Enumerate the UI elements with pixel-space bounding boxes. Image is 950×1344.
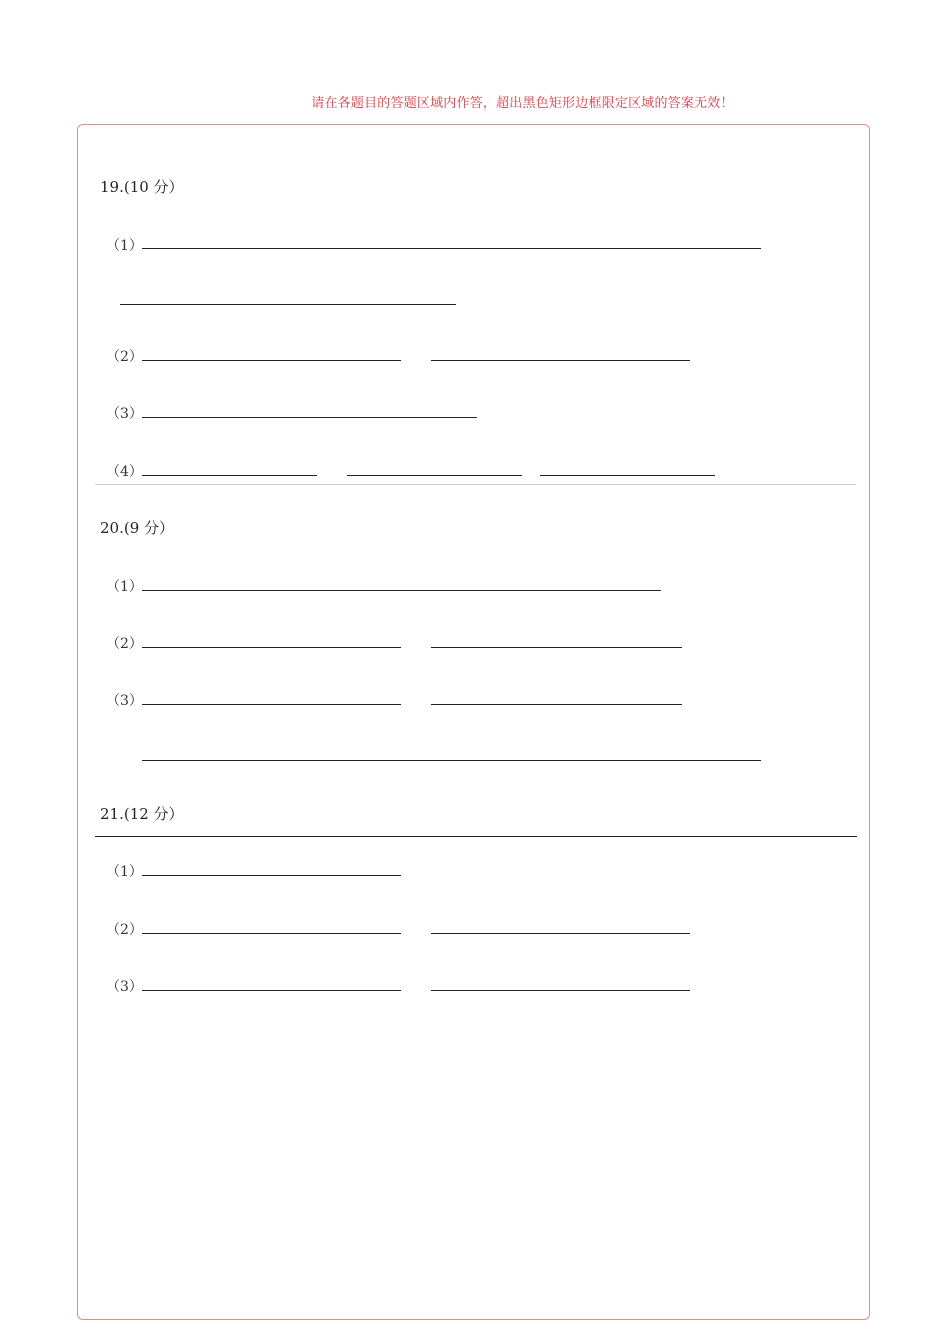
q19-part1-blank[interactable] xyxy=(142,248,761,249)
q19-part3-label: （3） xyxy=(106,406,143,422)
q21-part3-label: （3） xyxy=(106,979,143,995)
q20-part1-label: （1） xyxy=(106,579,143,595)
answer-area-notice: 请在各题目的答题区域内作答，超出黑色矩形边框限定区域的答案无效！ xyxy=(311,96,734,111)
q19-part2-blank-b[interactable] xyxy=(431,360,690,361)
q21-part3-blank-b[interactable] xyxy=(431,990,690,991)
section-divider xyxy=(95,484,856,485)
q21-part2-blank-a[interactable] xyxy=(142,933,401,934)
q19-part1-label: （1） xyxy=(106,238,143,254)
q19-part2-label: （2） xyxy=(106,349,143,365)
q20-part1-blank[interactable] xyxy=(142,590,661,591)
question-20-title: 20.(9 分） xyxy=(100,519,175,537)
q21-part1-blank[interactable] xyxy=(142,875,401,876)
q21-part2-blank-b[interactable] xyxy=(431,933,690,934)
section-rule xyxy=(95,836,857,837)
q20-part3-label: （3） xyxy=(106,693,143,709)
q19-part2-blank-a[interactable] xyxy=(142,360,401,361)
q19-part4-blank-b[interactable] xyxy=(347,475,522,476)
q19-part3-blank[interactable] xyxy=(142,417,477,418)
q20-part2-label: （2） xyxy=(106,636,143,652)
q21-part2-label: （2） xyxy=(106,922,143,938)
q19-part1-blank-continued[interactable] xyxy=(120,304,456,305)
q20-part2-blank-b[interactable] xyxy=(431,647,682,648)
question-21-title: 21.(12 分） xyxy=(100,805,184,823)
q20-part2-blank-a[interactable] xyxy=(142,647,401,648)
q21-part1-label: （1） xyxy=(106,864,143,880)
q20-part3-blank-continued[interactable] xyxy=(142,760,761,761)
q19-part4-blank-c[interactable] xyxy=(540,475,715,476)
q21-part3-blank-a[interactable] xyxy=(142,990,401,991)
q20-part3-blank-b[interactable] xyxy=(431,704,682,705)
q19-part4-label: （4） xyxy=(106,464,143,480)
q20-part3-blank-a[interactable] xyxy=(142,704,401,705)
q19-part4-blank-a[interactable] xyxy=(142,475,317,476)
question-19-title: 19.(10 分） xyxy=(100,178,184,196)
